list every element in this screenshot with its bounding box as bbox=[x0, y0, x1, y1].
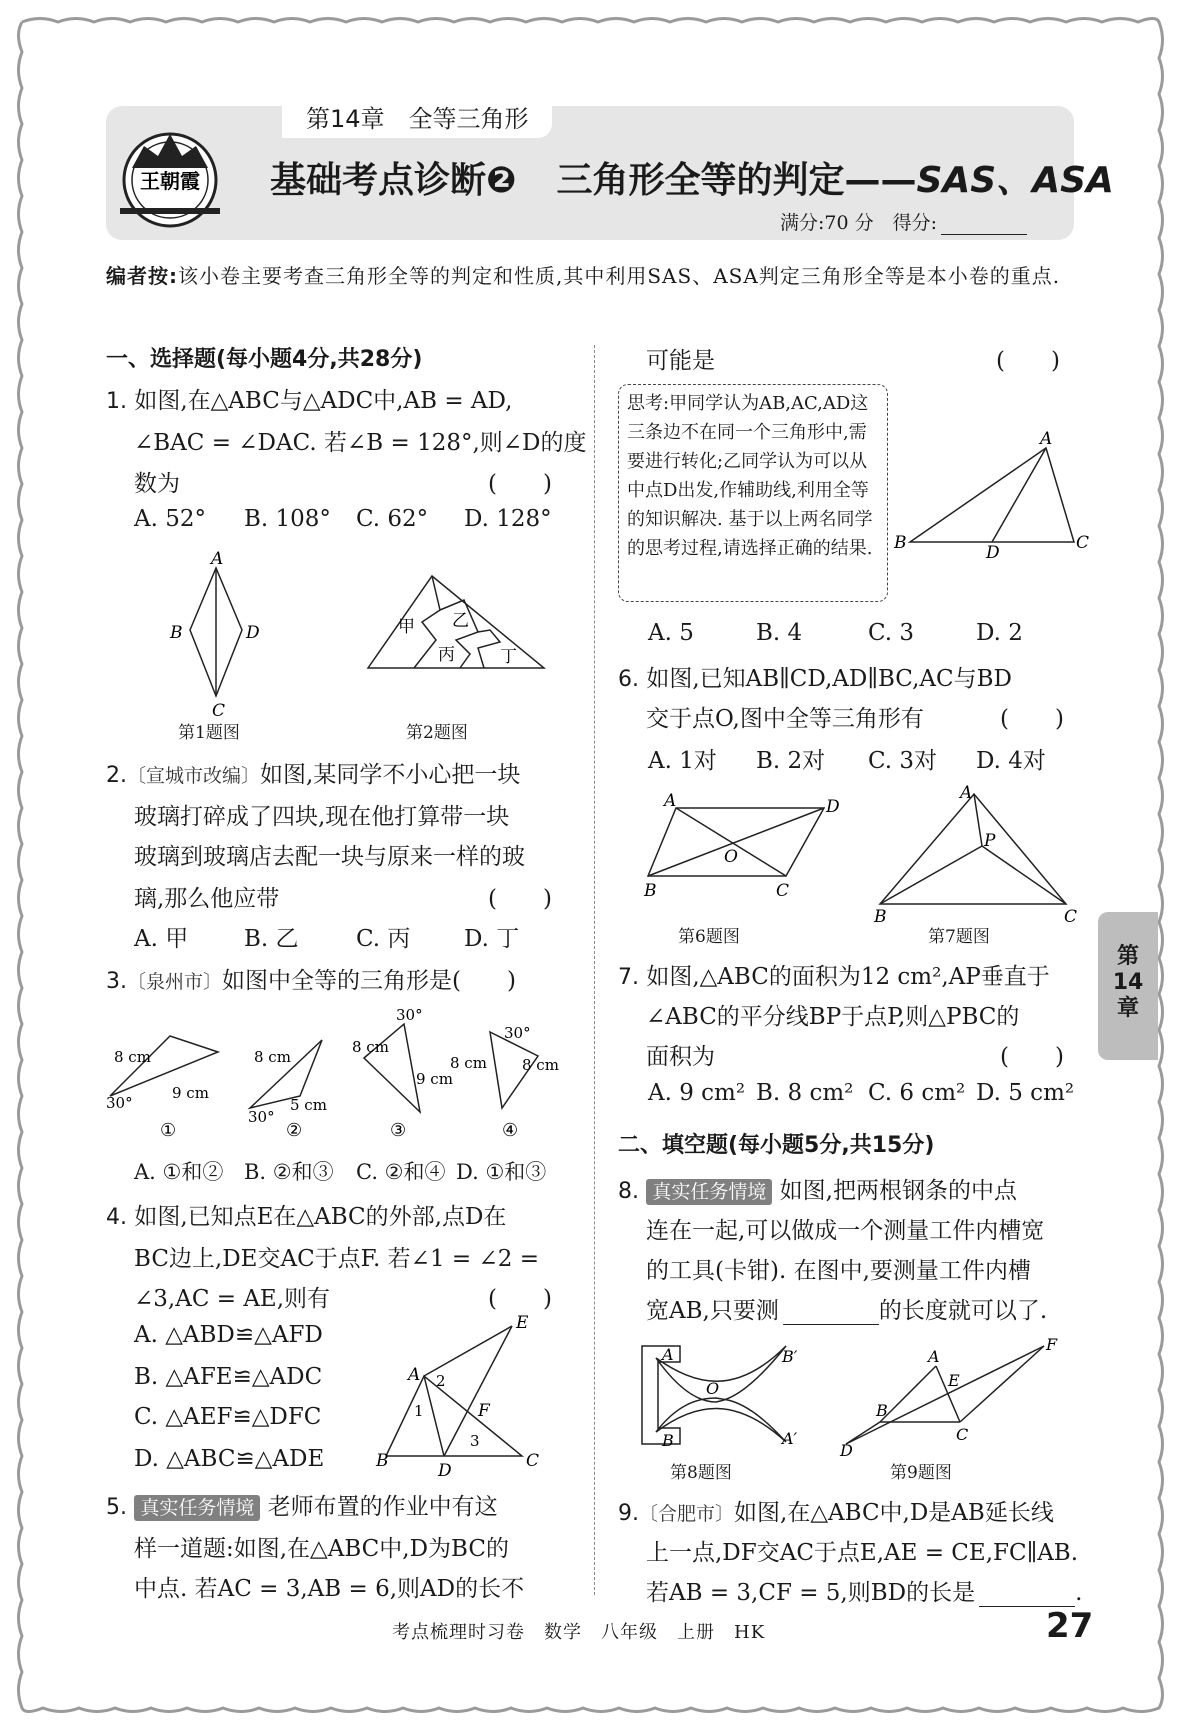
svg-text:30°: 30° bbox=[248, 1108, 275, 1126]
q3-figure bbox=[100, 998, 570, 1148]
q1-caption: 第1题图 bbox=[178, 723, 240, 743]
chapter-tab: 第14章 全等三角形 bbox=[282, 100, 552, 138]
svg-text:F: F bbox=[1046, 1336, 1058, 1354]
svg-text:D: D bbox=[826, 797, 840, 817]
q5-option-a[interactable]: A. 5 bbox=[648, 620, 694, 646]
q7-option-a[interactable]: A. 9 cm² bbox=[648, 1080, 746, 1106]
editor-label: 编者按: bbox=[106, 264, 178, 288]
svg-text:B: B bbox=[876, 1401, 888, 1420]
svg-text:O: O bbox=[706, 1379, 720, 1398]
q2-line3: 玻璃到玻璃店去配一块与原来一样的玻 bbox=[134, 844, 525, 870]
q2-caption: 第2题图 bbox=[406, 723, 468, 743]
svg-text:A′: A′ bbox=[782, 1429, 798, 1448]
q2-option-a[interactable]: A. 甲 bbox=[134, 926, 189, 952]
svg-text:B′: B′ bbox=[782, 1347, 798, 1366]
svg-text:9 cm: 9 cm bbox=[416, 1070, 453, 1088]
section-choice-title: 一、选择题(每小题4分,共28分) bbox=[106, 347, 423, 372]
q2-figure bbox=[360, 570, 550, 680]
svg-text:A: A bbox=[928, 1347, 940, 1366]
q5-line2: 样一道题:如图,在△ABC中,D为BC的 bbox=[134, 1536, 509, 1562]
q2-option-c[interactable]: C. 丙 bbox=[356, 926, 411, 952]
q1-line1: 1. 如图,在△ABC与△ADC中,AB = AD, bbox=[106, 388, 513, 414]
q2-piece-yi: 乙 bbox=[452, 611, 469, 631]
footer: 考点梳理时习卷 数学 八年级 上册 HK bbox=[392, 1622, 766, 1643]
svg-text:E: E bbox=[516, 1313, 529, 1333]
q5-line3: 中点. 若AC = 3,AB = 6,则AD的长不 bbox=[134, 1576, 525, 1602]
svg-text:B: B bbox=[894, 533, 907, 553]
q5-line1: 5. 真实任务情境 老师布置的作业中有这 bbox=[106, 1494, 498, 1520]
editor-note bbox=[106, 258, 1076, 294]
svg-text:1: 1 bbox=[414, 1402, 424, 1420]
q5-line4: 可能是 bbox=[646, 348, 715, 374]
score-line bbox=[780, 208, 1027, 235]
editor-text: 该小卷主要考查三角形全等的判定和性质,其中利用SAS、ASA判定三角形全等是本小卷的重点. bbox=[178, 264, 1061, 288]
q8-caption: 第8题图 bbox=[670, 1463, 732, 1483]
q4-option-b[interactable]: B. △AFE≌△ADC bbox=[134, 1364, 323, 1390]
q6-line2: 交于点O,图中全等三角形有 bbox=[646, 706, 924, 732]
svg-text:30°: 30° bbox=[396, 1006, 423, 1024]
section-fill-title: 二、填空题(每小题5分,共15分) bbox=[618, 1133, 935, 1158]
svg-text:D: D bbox=[840, 1441, 853, 1456]
score-blank[interactable] bbox=[941, 214, 1027, 235]
q4-line3: ∠3,AC = AE,则有 bbox=[134, 1286, 331, 1312]
q2-option-d[interactable]: D. 丁 bbox=[464, 926, 520, 952]
q5-tag: 真实任务情境 bbox=[134, 1495, 260, 1521]
svg-text:B: B bbox=[170, 623, 183, 643]
q3-option-b[interactable]: B. ②和③ bbox=[244, 1160, 334, 1184]
q5-option-c[interactable]: C. 3 bbox=[868, 620, 915, 646]
q4-figure bbox=[372, 1310, 572, 1485]
svg-text:F: F bbox=[478, 1401, 490, 1421]
svg-text:E: E bbox=[948, 1371, 960, 1390]
svg-text:5 cm: 5 cm bbox=[290, 1096, 327, 1114]
svg-text:B: B bbox=[662, 1431, 674, 1450]
q6-option-c[interactable]: C. 3对 bbox=[868, 748, 938, 774]
svg-text:A: A bbox=[211, 550, 224, 569]
q6-option-d[interactable]: D. 4对 bbox=[976, 748, 1046, 774]
svg-text:B: B bbox=[376, 1451, 389, 1471]
svg-text:C: C bbox=[212, 701, 226, 720]
page-number: 27 bbox=[1046, 1606, 1094, 1646]
q4-option-a[interactable]: A. △ABD≌△AFD bbox=[134, 1322, 323, 1348]
title-sub: 三角形全等的判定—— bbox=[556, 160, 917, 201]
side-tab-line1: 第 bbox=[1116, 944, 1139, 969]
q7-line1: 7. 如图,△ABC的面积为12 cm²,AP垂直于 bbox=[618, 964, 1050, 990]
q7-answer-paren[interactable]: ( ) bbox=[1000, 1044, 1064, 1070]
q5-option-b[interactable]: B. 4 bbox=[756, 620, 803, 646]
q1-option-c[interactable]: C. 62° bbox=[356, 506, 429, 532]
q6-figure bbox=[640, 792, 850, 902]
q5-answer-paren[interactable]: ( ) bbox=[996, 348, 1060, 374]
svg-text:A: A bbox=[408, 1365, 421, 1385]
svg-text:30°: 30° bbox=[106, 1094, 133, 1112]
q9-answer-blank[interactable] bbox=[979, 1586, 1075, 1607]
svg-text:②: ② bbox=[286, 1120, 303, 1141]
q9-caption: 第9题图 bbox=[890, 1463, 952, 1483]
svg-text:A: A bbox=[1040, 430, 1053, 449]
q2-line2: 玻璃打碎成了四块,现在他打算带一块 bbox=[134, 804, 510, 830]
q4-answer-paren[interactable]: ( ) bbox=[488, 1286, 552, 1312]
q5-figure bbox=[894, 430, 1094, 560]
chapter-side-tab bbox=[1098, 912, 1158, 1060]
q2-line1: 2.〔宣城市改编〕如图,某同学不小心把一块 bbox=[106, 762, 521, 788]
q1-figure bbox=[160, 550, 280, 720]
svg-text:③: ③ bbox=[390, 1120, 407, 1141]
q8-answer-blank[interactable] bbox=[783, 1304, 879, 1325]
svg-text:8 cm: 8 cm bbox=[450, 1054, 487, 1072]
svg-text:A: A bbox=[960, 784, 973, 803]
svg-text:A: A bbox=[662, 1345, 674, 1364]
q8-line1: 8. 真实任务情境 如图,把两根钢条的中点 bbox=[618, 1178, 1017, 1204]
score-text: 满分:70 分 得分: bbox=[780, 212, 938, 234]
svg-text:30°: 30° bbox=[504, 1024, 531, 1042]
svg-text:A: A bbox=[664, 792, 677, 811]
q4-line1: 4. 如图,已知点E在△ABC的外部,点D在 bbox=[106, 1204, 507, 1230]
q2-answer-paren[interactable]: ( ) bbox=[488, 886, 552, 912]
svg-text:8 cm: 8 cm bbox=[254, 1048, 291, 1066]
svg-text:3: 3 bbox=[470, 1432, 480, 1450]
q6-answer-paren[interactable]: ( ) bbox=[1000, 706, 1064, 732]
q7-option-b[interactable]: B. 8 cm² bbox=[756, 1080, 854, 1106]
q8-line4: 宽AB,只要测 的长度就可以了. bbox=[646, 1298, 1048, 1324]
q8-tag: 真实任务情境 bbox=[646, 1179, 772, 1205]
svg-text:B: B bbox=[644, 881, 657, 901]
q4-option-c[interactable]: C. △AEF≌△DFC bbox=[134, 1404, 322, 1430]
q2-option-b[interactable]: B. 乙 bbox=[244, 926, 299, 952]
q6-caption: 第6题图 bbox=[678, 927, 740, 947]
svg-text:O: O bbox=[724, 847, 738, 867]
q5-think-box: 思考:甲同学认为AB,AC,AD这三条边不在同一个三角形中,需要进行转化;乙同学认为可以从中点D出发,作辅助线,利用全等的知识解决. 基于以上两名同学的思考过程,请选择正确的结果. bbox=[618, 384, 888, 602]
q3-option-d[interactable]: D. ①和③ bbox=[456, 1160, 547, 1184]
q7-line3: 面积为 bbox=[646, 1044, 715, 1070]
q2-line4: 璃,那么他应带 bbox=[134, 886, 280, 912]
q1-option-a[interactable]: A. 52° bbox=[134, 506, 206, 532]
q3-option-a[interactable]: A. ①和② bbox=[134, 1160, 224, 1184]
q4-option-d[interactable]: D. △ABC≌△ADE bbox=[134, 1446, 325, 1472]
q9-line3: 若AB = 3,CF = 5,则BD的长是 . bbox=[646, 1580, 1083, 1606]
q1-answer-paren[interactable]: ( ) bbox=[488, 471, 552, 497]
svg-text:8 cm: 8 cm bbox=[352, 1038, 389, 1056]
q1-line3: 数为 bbox=[134, 471, 180, 497]
svg-text:P: P bbox=[984, 831, 996, 851]
svg-text:D: D bbox=[986, 543, 1000, 560]
q7-option-d[interactable]: D. 5 cm² bbox=[976, 1080, 1075, 1106]
q1-line2: ∠BAC = ∠DAC. 若∠B = 128°,则∠D的度 bbox=[134, 430, 587, 456]
logo bbox=[110, 116, 230, 232]
q7-option-c[interactable]: C. 6 cm² bbox=[868, 1080, 966, 1106]
svg-text:C: C bbox=[776, 881, 790, 901]
svg-text:④: ④ bbox=[502, 1120, 519, 1141]
logo-text: 王朝霞 bbox=[140, 169, 200, 193]
q5-option-d[interactable]: D. 2 bbox=[976, 620, 1023, 646]
q7-caption: 第7题图 bbox=[928, 927, 990, 947]
q1-option-d[interactable]: D. 128° bbox=[464, 506, 552, 532]
q9-line1: 9.〔合肥市〕如图,在△ABC中,D是AB延长线 bbox=[618, 1500, 1054, 1526]
column-divider bbox=[594, 345, 595, 1595]
title-sub-italic: SAS、ASA bbox=[916, 160, 1114, 201]
side-tab-line3: 章 bbox=[1116, 996, 1139, 1021]
q8-line3: 的工具(卡钳). 在图中,要测量工件内槽 bbox=[646, 1258, 1031, 1284]
svg-text:D: D bbox=[246, 623, 260, 643]
svg-text:D: D bbox=[438, 1461, 452, 1481]
q2-piece-ding: 丁 bbox=[500, 647, 517, 667]
q1-option-b[interactable]: B. 108° bbox=[244, 506, 331, 532]
title-main: 基础考点诊断❷ bbox=[270, 160, 517, 201]
svg-text:C: C bbox=[526, 1451, 540, 1471]
q4-line2: BC边上,DE交AC于点F. 若∠1 = ∠2 = bbox=[134, 1246, 539, 1272]
svg-text:C: C bbox=[1064, 907, 1078, 924]
q9-line2: 上一点,DF交AC于点E,AE = CE,FC∥AB. bbox=[646, 1540, 1079, 1566]
q6-option-b[interactable]: B. 2对 bbox=[756, 748, 826, 774]
svg-text:8 cm: 8 cm bbox=[114, 1048, 151, 1066]
svg-text:C: C bbox=[1076, 533, 1090, 553]
svg-text:B: B bbox=[874, 907, 887, 924]
svg-text:8 cm: 8 cm bbox=[522, 1056, 559, 1074]
q7-line2: ∠ABC的平分线BP于点P,则△PBC的 bbox=[646, 1004, 1020, 1030]
q6-line1: 6. 如图,已知AB∥CD,AD∥BC,AC与BD bbox=[618, 666, 1012, 692]
q2-piece-bing: 丙 bbox=[438, 645, 455, 665]
side-tab-line2: 14 bbox=[1112, 970, 1144, 995]
q9-figure bbox=[836, 1336, 1066, 1456]
q6-option-a[interactable]: A. 1对 bbox=[648, 748, 717, 774]
page-title bbox=[270, 152, 1114, 203]
svg-text:2: 2 bbox=[436, 1372, 446, 1390]
svg-text:①: ① bbox=[160, 1120, 177, 1141]
q3-line1: 3.〔泉州市〕如图中全等的三角形是( ) bbox=[106, 968, 516, 994]
q8-line2: 连在一起,可以做成一个测量工件内槽宽 bbox=[646, 1218, 1045, 1244]
q8-figure bbox=[636, 1336, 826, 1456]
q2-piece-jia: 甲 bbox=[398, 617, 415, 637]
svg-text:9 cm: 9 cm bbox=[172, 1084, 209, 1102]
q7-figure bbox=[870, 784, 1080, 924]
svg-text:C: C bbox=[956, 1425, 969, 1444]
q3-option-c[interactable]: C. ②和④ bbox=[356, 1160, 446, 1184]
